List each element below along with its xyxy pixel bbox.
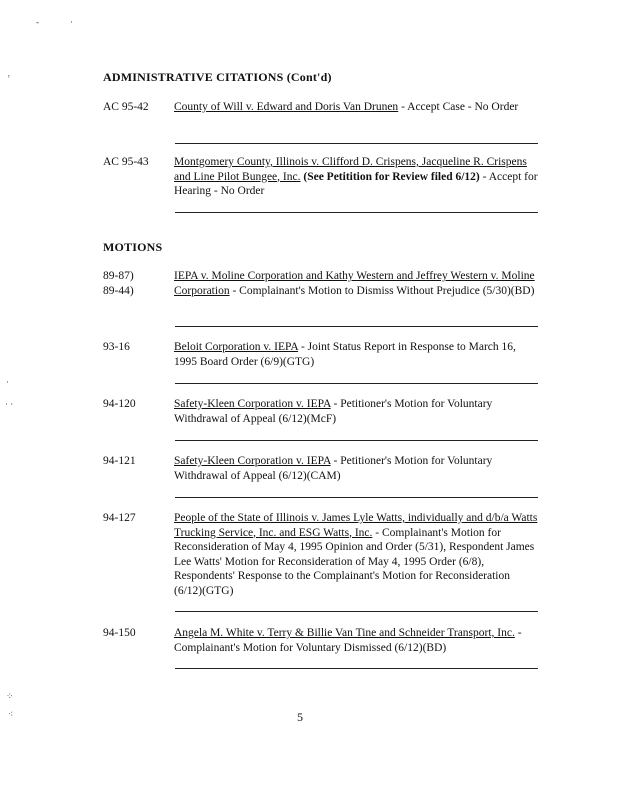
entry-description — [174, 100, 540, 115]
entry-description — [174, 626, 540, 655]
docket-number: 94-120 — [103, 398, 136, 410]
case-caption: Montgomery County, Illinois v. Clifford D. Crispens, Jacqueline R. Crispens and Line Pilot Bungee, Inc. — [174, 156, 527, 183]
entry-description — [174, 397, 540, 426]
section-heading-motions: MOTIONS — [103, 240, 163, 254]
case-caption: IEPA v. Moline Corporation and Kathy Western and Jeffrey Western v. Moline Corporation — [174, 270, 535, 297]
entry-action: - Complainant's Motion to Dismiss Without Prejudice (5/30)(BD) — [229, 284, 535, 297]
docket-number: 89-87) 89-44) — [103, 270, 134, 297]
entry-note: (See Petitition for Review filed 6/12) — [300, 170, 480, 183]
docket-number: 94-121 — [103, 455, 136, 467]
section-heading-admin-citations: ADMINISTRATIVE CITATIONS (Cont'd) — [103, 70, 332, 84]
entry-action: - Petitioner's Motion for Voluntary Withdrawal of Appeal (6/12)(McF) — [174, 398, 493, 425]
scan-speck: · — [6, 377, 9, 387]
scan-speck: ⁘ — [6, 691, 14, 701]
entry-action: - Joint Status Report in Response to March 16, 1995 Board Order (6/9)(GTG) — [174, 341, 516, 368]
docket-number: 93-16 — [103, 341, 130, 353]
entry-description — [174, 511, 540, 598]
scan-speck: · · — [5, 399, 14, 409]
case-caption: Angela M. White v. Terry & Billie Van Tine and Schneider Transport, Inc. — [174, 627, 515, 639]
entry-divider — [175, 212, 538, 213]
scan-speck: ⁖ — [8, 709, 14, 719]
page-number: 5 — [297, 710, 303, 724]
scan-speck: ʳ — [8, 72, 10, 82]
entry-divider — [175, 326, 538, 327]
entry-divider — [175, 440, 538, 441]
entry-action: - Petitioner's Motion for Voluntary Withdrawal of Appeal (6/12)(CAM) — [174, 455, 493, 482]
case-caption: Safety-Kleen Corporation v. IEPA — [174, 398, 331, 410]
case-caption: County of Will v. Edward and Doris Van Drunen — [174, 101, 399, 113]
case-caption: Safety-Kleen Corporation v. IEPA — [174, 455, 331, 467]
entry-description — [174, 269, 540, 298]
entry-action: - Complainant's Motion for Reconsideration of May 4, 1995 Opinion and Order (5/31), Respondent James Lee Watts' Motion for Reconsideration of May 4, 1995 Order (6/8), Respondents' Response to the Complainant's Motion for Reconsideration (6/12)(GTG) — [174, 526, 535, 597]
entry-divider — [175, 143, 538, 144]
case-caption: Beloit Corporation v. IEPA — [174, 341, 299, 353]
entry-description — [174, 340, 540, 369]
docket-number: 94-127 — [103, 512, 136, 524]
entry-action: - Complainant's Motion for Voluntary Dismissed (6/12)(BD) — [174, 627, 522, 654]
entry-divider — [175, 497, 538, 498]
scan-speck: - — [36, 17, 39, 27]
entry-divider — [175, 668, 538, 669]
case-caption: People of the State of Illinois v. James Lyle Watts, individually and d/b/a Watts Trucking Service, Inc. and ESG Watts, Inc. — [174, 512, 538, 539]
entry-action: - Accept for Hearing - No Order — [174, 170, 538, 197]
docket-number: AC 95-43 — [103, 156, 149, 168]
entry-divider — [175, 383, 538, 384]
entry-divider — [175, 611, 538, 612]
entry-description — [174, 454, 540, 483]
entry-description — [174, 155, 540, 199]
scan-speck: · — [70, 17, 73, 27]
docket-number: 94-150 — [103, 627, 136, 639]
entry-action: - Accept Case - No Order — [398, 101, 519, 113]
docket-number: AC 95-42 — [103, 101, 149, 113]
